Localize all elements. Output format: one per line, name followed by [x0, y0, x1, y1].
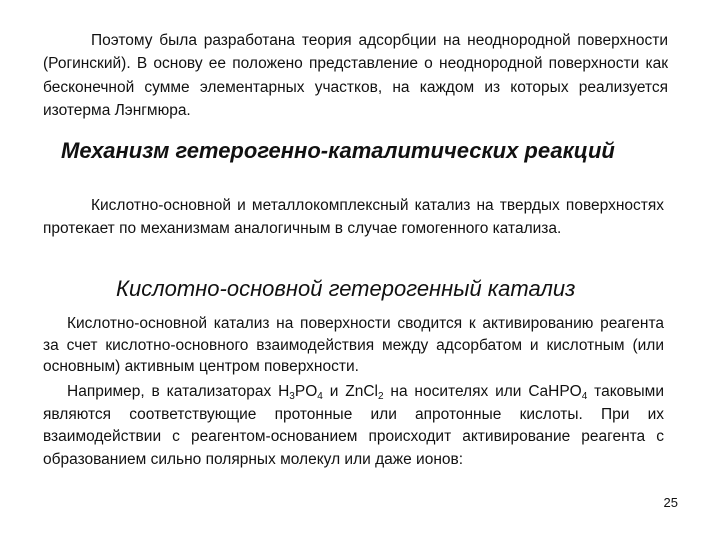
intro-paragraph: Поэтому была разработана теория адсорбции на неоднородной поверхности (Рогинский). В основу ее положено представление о неоднородной поверхности как бесконечной сумме элементарных участков, на каждом из которых реализуется изотерма Лэнгмюра.	[43, 32, 668, 119]
subscript-cl2: 2	[377, 391, 384, 402]
subscript-h3: 3	[289, 391, 295, 402]
subsection-heading-acid-base: Кислотно-основной гетерогенный катализ	[116, 276, 576, 301]
example-text-1: Например, в катализаторах H	[67, 383, 290, 400]
example-text-5: таковыми являются соответствующие протонные или апротонные кислоты. При их взаимодействии с реагентом-основанием происходит активирование реагента с образованием сильно полярных молекул или даже ионов:	[43, 383, 664, 468]
example-text-2: PO	[294, 383, 318, 400]
example-paragraph	[43, 381, 664, 471]
example-text-4: на носителях или CaHPO	[383, 383, 582, 400]
subscript-hpo4: 4	[581, 391, 588, 402]
section-heading-mechanism: Механизм гетерогенно-каталитических реакций	[61, 138, 615, 163]
acid-base-paragraph: Кислотно-основной катализ на поверхности сводится к активированию реагента за счет кислотно-основного взаимодействия между адсорбатом и кислотным (или основным) активным центром поверхности.	[43, 315, 664, 375]
page-number: 25	[663, 495, 678, 510]
subscript-po4: 4	[317, 391, 323, 402]
mechanism-paragraph: Кислотно-основной и металлокомплексный катализ на твердых поверхностях протекает по механизмам аналогичным в случае гомогенного катализа.	[43, 197, 664, 237]
example-text-3: и ZnCl	[322, 383, 378, 400]
